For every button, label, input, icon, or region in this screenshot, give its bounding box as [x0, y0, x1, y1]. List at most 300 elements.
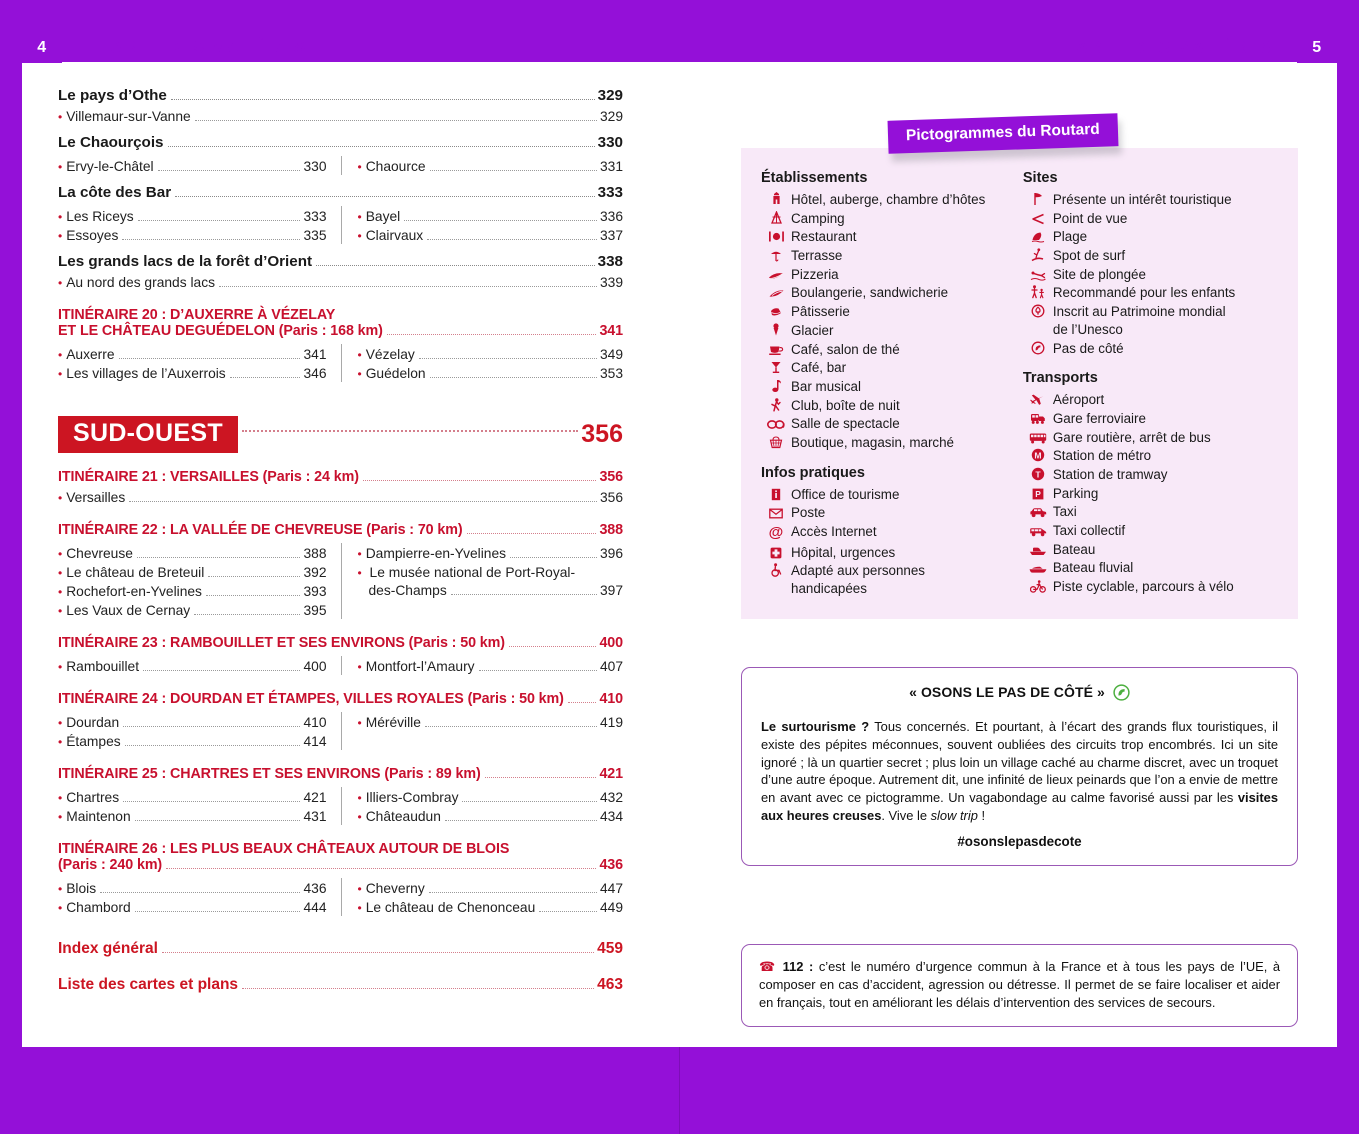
coffee-cup-icon — [761, 341, 791, 358]
toc-two-column-group — [58, 878, 623, 916]
toc-label: Le musée national de Port-Royal- — [369, 565, 576, 580]
bullet-icon: • — [357, 901, 362, 915]
leader-dots — [123, 801, 300, 802]
toc-page: 333 — [597, 184, 623, 201]
region-label: SUD-OUEST — [58, 416, 238, 453]
leader-dots — [242, 430, 578, 432]
toc-sub-entry[interactable] — [358, 659, 624, 675]
toc-sub-entry[interactable] — [58, 347, 327, 363]
toc-column-left — [58, 156, 341, 175]
toc-label: Les Riceys — [66, 209, 134, 224]
leader-dots — [230, 377, 301, 378]
picto-label-line2: de l’Unesco — [1052, 321, 1123, 337]
toc-label: Ervy-le-Châtel — [66, 159, 154, 174]
picto-label: Salle de spectacle — [791, 416, 900, 432]
heading-transports: Transports — [1022, 370, 1098, 387]
picto-label: Parking — [1052, 485, 1099, 501]
toc-page: 434 — [599, 809, 623, 824]
itinerary-20-heading[interactable] — [58, 307, 623, 339]
pictogrammes-columns — [761, 170, 1278, 599]
boat-icon — [1023, 541, 1053, 558]
picto-label: Pizzeria — [791, 266, 839, 282]
toc-label: Guédelon — [365, 366, 426, 381]
picto-label: Aéroport — [1052, 392, 1105, 408]
picto-row — [1023, 191, 1278, 209]
leader-dots — [479, 670, 597, 671]
terrace-parasol-icon — [761, 247, 791, 264]
toc-label: Dourdan — [66, 715, 120, 730]
toc-sub-entry[interactable] — [358, 347, 624, 363]
toc-column-left — [58, 344, 341, 382]
toc-sub-entry[interactable] — [58, 659, 327, 675]
toc-label: Bayel — [365, 209, 401, 224]
toc-sub-entry[interactable] — [58, 109, 623, 125]
hospital-cross-icon — [761, 544, 791, 561]
toc-column-left — [58, 206, 341, 244]
toc-page: 400 — [303, 659, 327, 674]
leader-dots — [467, 533, 597, 534]
toc-column-right — [341, 206, 624, 244]
toc-sub-entry[interactable] — [58, 366, 327, 382]
toc-sub-entry[interactable] — [58, 228, 327, 244]
bullet-icon: • — [357, 716, 362, 730]
bullet-icon: • — [357, 348, 362, 362]
itinerary-22-heading[interactable] — [58, 522, 623, 538]
toc-page: 335 — [303, 228, 327, 243]
bullet-icon: • — [58, 160, 63, 174]
toc-page: 397 — [599, 583, 623, 598]
pictogrammes-column-left — [761, 170, 1023, 599]
picto-row — [1023, 303, 1278, 338]
toc-two-column-group — [58, 543, 623, 619]
picto-label — [1053, 303, 1278, 338]
toc-sub-entry[interactable] — [58, 584, 327, 600]
itinerary-26-heading[interactable] — [58, 841, 623, 873]
picto-row — [1023, 447, 1278, 465]
picto-label: Hôtel, auberge, chambre d’hôtes — [791, 192, 986, 207]
picto-label: Présente un intérêt touristique — [1052, 192, 1232, 207]
osons-title: « OSONS LE PAS DE CÔTÉ » — [909, 684, 1105, 700]
pictogrammes-column-right — [1023, 170, 1278, 599]
toc-label: Rochefort-en-Yvelines — [66, 584, 202, 599]
picto-label: Bateau fluvial — [1052, 560, 1134, 576]
tramway-t-icon — [1023, 466, 1053, 483]
picto-label — [791, 562, 1023, 597]
bullet-icon: • — [58, 716, 63, 730]
bullet-icon: • — [357, 210, 362, 224]
leader-dots — [419, 358, 597, 359]
toc-sub-entry[interactable] — [58, 900, 327, 916]
picto-label: Office de tourisme — [791, 486, 900, 502]
toc-label: Rambouillet — [66, 659, 140, 674]
toc-label: Cheverny — [365, 881, 425, 896]
airplane-icon — [1023, 391, 1053, 408]
shared-taxi-van-icon — [1023, 522, 1053, 539]
osons-title-row — [761, 684, 1278, 704]
picto-row — [1023, 503, 1278, 521]
picto-label-line1: Adapté aux personnes — [791, 563, 926, 579]
left-page-header — [22, 32, 306, 63]
picto-row — [1023, 541, 1278, 559]
leader-dots — [510, 557, 597, 558]
picto-label: Boutique, magasin, marché — [791, 434, 955, 450]
picto-row — [1023, 578, 1278, 596]
toc-label: Clairvaux — [365, 228, 424, 243]
toc-sub-entry[interactable] — [58, 734, 327, 750]
cocktail-glass-icon — [761, 359, 791, 376]
heading-sites: Sites — [1022, 170, 1058, 186]
toc-sub-entry[interactable] — [358, 228, 624, 244]
picto-row — [761, 266, 1023, 284]
itinerary-23-page: 400 — [599, 635, 623, 651]
picto-label: Taxi collectif — [1052, 523, 1126, 538]
toc-label: Liste des cartes et plans — [58, 976, 239, 993]
osons-bold2: visites aux heures creuses — [761, 790, 1278, 823]
toc-page: 396 — [599, 546, 623, 561]
toc-index-general[interactable] — [58, 940, 623, 958]
picto-label-line2: handicapées — [791, 581, 867, 597]
toc-label: Le château de Breteuil — [66, 565, 205, 580]
picto-label: Café, bar — [791, 360, 847, 376]
picto-row — [1023, 340, 1278, 358]
toc-page: 356 — [599, 490, 623, 505]
toc-main-entry[interactable] — [58, 87, 623, 104]
bread-baguette-icon — [761, 284, 791, 301]
toc-label: Méréville — [365, 715, 421, 730]
leader-dots — [316, 265, 595, 266]
toc-page: 431 — [303, 809, 327, 824]
bullet-icon: • — [58, 547, 63, 561]
pictogrammes-banner-label: Pictogrammes du Routard — [905, 120, 1100, 145]
toc-label: Le pays d’Othe — [58, 87, 167, 104]
toc-label-continuation: des-Champs — [368, 583, 447, 598]
toc-page: 410 — [303, 715, 327, 730]
bullet-icon: • — [58, 229, 63, 243]
bullet-icon: • — [357, 810, 362, 824]
toc-page: 444 — [303, 900, 327, 915]
toc-page: 341 — [303, 347, 327, 362]
picto-row — [1023, 391, 1278, 409]
toc-column-left — [58, 543, 341, 619]
picto-row — [761, 544, 1023, 562]
leader-dots — [194, 614, 300, 615]
leader-dots — [137, 557, 301, 558]
itinerary-26-line2: (Paris : 240 km) — [58, 857, 163, 873]
toc-page: 388 — [303, 546, 327, 561]
picto-label: Point de vue — [1052, 210, 1128, 226]
toc-maps-list[interactable] — [58, 976, 623, 994]
itinerary-21-title: ITINÉRAIRE 21 : VERSAILLES (Paris : 24 km) — [58, 469, 359, 485]
toc-page: 333 — [303, 209, 327, 224]
toc-two-column-group — [58, 206, 623, 244]
region-page: 356 — [581, 420, 623, 448]
toc-main-entry[interactable] — [58, 184, 623, 201]
picto-row — [761, 486, 1023, 504]
toc-page: 393 — [303, 584, 327, 599]
telephone-icon: ☎ — [759, 959, 778, 974]
toc-page: 329 — [597, 87, 623, 104]
picto-row — [1023, 266, 1278, 284]
toc-sub-entry[interactable] — [58, 881, 327, 897]
toc-sub-entry[interactable] — [58, 715, 327, 731]
bullet-icon: • — [58, 810, 63, 824]
toc-sub-entry[interactable] — [58, 159, 327, 175]
toc-page: 436 — [303, 881, 327, 896]
itinerary-22-title: ITINÉRAIRE 22 : LA VALLÉE DE CHEVREUSE (Paris : 70 km) — [58, 522, 463, 538]
picto-label: Accès Internet — [791, 524, 877, 539]
leader-dots — [430, 377, 597, 378]
picto-label: Hôpital, urgences — [791, 544, 896, 560]
leader-dots — [166, 868, 596, 869]
bullet-icon: • — [58, 882, 63, 896]
toc-label: Blois — [66, 881, 97, 896]
toc-two-column-group — [58, 712, 623, 750]
osons-le-pas-de-cote-box — [741, 667, 1298, 866]
bullet-icon: • — [58, 901, 63, 915]
picto-label: Boulangerie, sandwicherie — [791, 285, 949, 301]
toc-page: 337 — [599, 228, 623, 243]
toc-label: Maintenon — [66, 809, 131, 824]
toc-sub-entry[interactable] — [58, 809, 327, 825]
itinerary-25-heading[interactable] — [58, 766, 623, 782]
picto-label: Spot de surf — [1052, 248, 1126, 264]
toc-label: Versailles — [66, 490, 126, 505]
toc-page: 463 — [597, 976, 623, 993]
toc-sub-entry[interactable] — [358, 809, 624, 825]
at-sign-icon: @ — [768, 524, 784, 541]
itinerary-20-line2: ET LE CHÂTEAU DEGUÉDELON (Paris : 168 km) — [58, 323, 383, 339]
bullet-icon: • — [357, 882, 362, 896]
heading-etablissements: Établissements — [761, 170, 868, 186]
osons-hashtag: #osonslepasdecote — [957, 833, 1082, 849]
toc-page: 338 — [597, 253, 623, 270]
toc-page: 407 — [599, 659, 623, 674]
toc-sub-entry[interactable] — [58, 209, 327, 225]
toc-sub-entry[interactable] — [358, 565, 624, 580]
leader-dots — [158, 170, 301, 171]
toc-sub-entry[interactable] — [358, 366, 624, 382]
wheelchair-icon — [761, 562, 791, 579]
camping-tent-icon — [761, 210, 791, 227]
leader-dots — [425, 726, 597, 727]
toc-sub-entry[interactable] — [58, 603, 327, 619]
surfer-icon — [1023, 247, 1053, 264]
table-of-contents — [58, 78, 623, 994]
toc-sub-entry[interactable] — [358, 209, 624, 225]
itinerary-25-title: ITINÉRAIRE 25 : CHARTRES ET SES ENVIRONS (Paris : 89 km) — [58, 766, 481, 782]
toc-sub-entry[interactable] — [58, 275, 623, 291]
picto-row — [1023, 247, 1278, 265]
emergency-number: 112 : — [782, 959, 814, 974]
toc-sub-entry-continuation[interactable] — [358, 583, 624, 599]
picto-label: Gare ferroviaire — [1052, 410, 1146, 426]
toc-label: Les grands lacs de la forêt d’Orient — [58, 253, 313, 270]
picto-label: Recommandé pour les enfants — [1052, 285, 1236, 301]
bullet-icon: • — [58, 491, 63, 505]
itinerary-23-heading[interactable] — [58, 635, 623, 651]
toc-column-right — [341, 787, 624, 825]
leader-dots — [387, 334, 597, 335]
toc-page: 414 — [303, 734, 327, 749]
picto-row — [1023, 410, 1278, 428]
itinerary-25-page: 421 — [599, 766, 623, 782]
toc-sub-entry[interactable] — [358, 715, 624, 731]
bullet-icon: • — [58, 110, 63, 124]
bullet-icon: • — [357, 547, 362, 561]
toc-column-right — [341, 344, 624, 382]
osons-italic: slow trip — [930, 807, 978, 823]
leader-dots — [242, 988, 594, 989]
toc-label: Vézelay — [365, 347, 415, 362]
bullet-icon: • — [357, 229, 362, 243]
pas-de-cote-icon — [1023, 340, 1053, 357]
picto-row — [1023, 228, 1278, 246]
picto-row — [1023, 210, 1278, 228]
toc-sub-entry[interactable] — [358, 546, 624, 562]
leader-dots — [162, 952, 594, 953]
itinerary-21-heading[interactable] — [58, 469, 623, 485]
itinerary-26-line1: ITINÉRAIRE 26 : LES PLUS BEAUX CHÂTEAUX AUTOUR DE BLOIS — [58, 841, 510, 857]
leader-dots — [363, 480, 597, 481]
itinerary-24-heading[interactable] — [58, 691, 623, 707]
bullet-icon: • — [58, 276, 63, 290]
taxi-car-icon — [1023, 503, 1053, 520]
region-banner-sud-ouest[interactable] — [58, 416, 623, 453]
toc-page: 395 — [303, 603, 327, 618]
bicycle-icon — [1023, 578, 1053, 595]
shopping-basket-icon — [761, 434, 791, 451]
right-page-header — [1066, 32, 1337, 63]
toc-page: 330 — [303, 159, 327, 174]
toc-main-entry[interactable] — [58, 253, 623, 270]
emergency-number-box — [741, 944, 1298, 1027]
picto-label: Bar musical — [791, 378, 861, 394]
hotel-icon — [761, 191, 791, 208]
toc-main-entry[interactable] — [58, 134, 623, 151]
toc-two-column-group — [58, 656, 623, 675]
leader-dots — [168, 146, 595, 147]
picto-row — [761, 341, 1023, 359]
toc-column-right — [341, 156, 624, 175]
toc-sub-entry[interactable] — [58, 790, 327, 806]
leader-dots — [539, 911, 597, 912]
toc-page: 346 — [303, 366, 327, 381]
toc-column-right — [341, 543, 624, 619]
toc-sub-entry[interactable] — [358, 900, 624, 916]
picto-label: Taxi — [1052, 504, 1077, 520]
leader-dots — [429, 892, 597, 893]
picto-row — [761, 562, 1023, 597]
leader-dots — [206, 595, 301, 596]
toc-label: Dampierre-en-Yvelines — [365, 546, 507, 561]
leader-dots — [430, 170, 597, 171]
leader-dots — [451, 594, 597, 595]
toc-sub-entry[interactable] — [58, 546, 327, 562]
picto-row — [761, 284, 1023, 302]
picto-row — [1023, 522, 1278, 540]
picto-label: Pâtisserie — [791, 304, 850, 320]
leader-dots — [119, 358, 301, 359]
leader-dots — [138, 220, 301, 221]
leader-dots — [208, 576, 300, 577]
bullet-icon: • — [357, 791, 362, 805]
toc-label: Chambord — [66, 900, 131, 915]
osons-body1: Tous concernés. Et pourtant, à l’écart des grands flux touristiques, il existe des pépites méconnues, souvent oubliées des circuits trop encombrés. Ici un site ignoré ; là un quartier secret ; plus loin un village caché au charme discret, avec un troquet d’une autre époque. Autrement dit, une infinité de lieux peinards que l’on a envie de mettre en avant avec ce pictogramme. Un vagabondage au calme favorisé aussi par les — [761, 719, 1278, 806]
picto-row — [761, 504, 1023, 522]
picto-row — [761, 247, 1023, 265]
picto-label: Club, boîte de nuit — [791, 397, 900, 413]
restaurant-cutlery-icon — [761, 228, 791, 245]
leader-dots — [427, 239, 597, 240]
toc-page: 421 — [303, 790, 327, 805]
pas-de-cote-green-icon — [1113, 684, 1130, 704]
page-title-right: TABLE DES MATIÈRES — [1065, 37, 1272, 57]
leader-dots — [122, 239, 300, 240]
leader-dots — [171, 99, 595, 100]
osons-body3: ! — [977, 807, 986, 823]
picto-row — [761, 378, 1023, 396]
picto-label: Restaurant — [791, 229, 857, 245]
toc-page: 349 — [599, 347, 623, 362]
toc-label: Chaource — [365, 159, 426, 174]
metro-m-icon — [1023, 447, 1053, 464]
toc-page: 419 — [599, 715, 623, 730]
flag-marker-icon — [1023, 191, 1053, 208]
picto-label: Site de plongée — [1052, 266, 1146, 282]
leader-dots — [129, 501, 597, 502]
toc-page: 459 — [597, 940, 623, 957]
picto-row — [1023, 485, 1278, 503]
bullet-icon: • — [58, 735, 63, 749]
leader-dots — [219, 286, 597, 287]
toc-sub-entry[interactable] — [358, 881, 624, 897]
bullet-icon: • — [58, 791, 63, 805]
toc-label: Les Vaux de Cernay — [66, 603, 191, 618]
itinerary-24-title: ITINÉRAIRE 24 : DOURDAN ET ÉTAMPES, VILLES ROYALES (Paris : 50 km) — [58, 691, 564, 707]
toc-sub-entry[interactable] — [58, 565, 327, 581]
toc-page: 329 — [599, 109, 623, 124]
toc-sub-entry[interactable] — [58, 490, 623, 506]
osons-body-text — [761, 718, 1278, 825]
picto-label: Café, salon de thé — [791, 341, 900, 357]
picto-label: Poste — [791, 505, 826, 521]
toc-column-right — [341, 878, 624, 916]
toc-sub-entry[interactable] — [358, 159, 624, 175]
train-icon — [1023, 410, 1053, 427]
bullet-icon: • — [357, 660, 362, 674]
page-gutter-divider — [679, 1047, 680, 1134]
heading-infos-pratiques: Infos pratiques — [761, 464, 865, 481]
page-number-left: 4 — [22, 32, 62, 63]
toc-sub-entry[interactable] — [358, 790, 624, 806]
picto-row — [761, 434, 1023, 452]
picto-label: Bateau — [1052, 541, 1096, 557]
pictogrammes-box — [741, 148, 1298, 619]
toc-label: Étampes — [66, 734, 121, 749]
osons-body2: . Vive le — [881, 807, 931, 823]
toc-two-column-group — [58, 344, 623, 382]
picto-row — [761, 397, 1023, 415]
toc-label: Essoyes — [66, 228, 119, 243]
leader-dots — [125, 745, 301, 746]
picto-label: Station de tramway — [1052, 466, 1168, 482]
music-note-icon — [761, 378, 791, 395]
toc-label: Les villages de l’Auxerrois — [66, 366, 226, 381]
toc-label: Châteaudun — [365, 809, 441, 824]
svg-text:T: T — [1035, 469, 1041, 480]
parking-p-icon — [1023, 485, 1053, 502]
itinerary-22-page: 388 — [599, 522, 623, 538]
